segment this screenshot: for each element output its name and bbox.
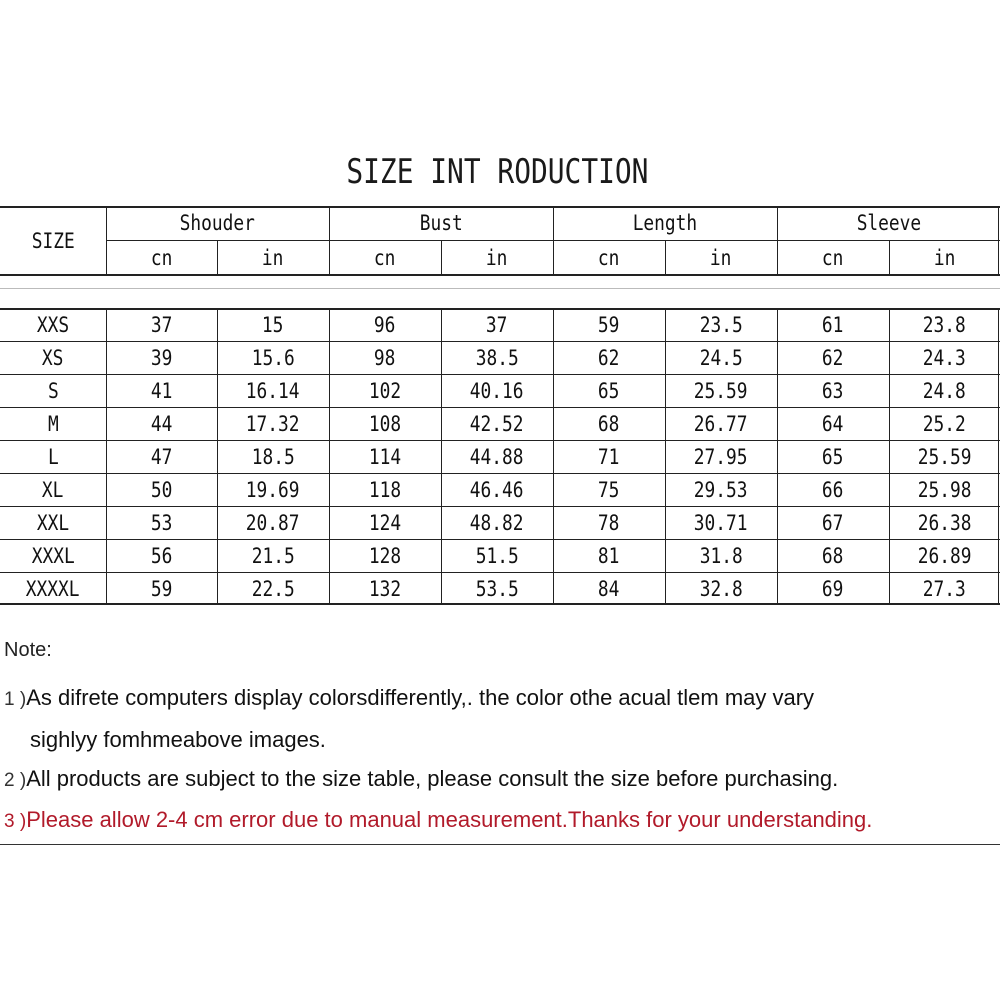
table-cell-text: 26.77 [694, 411, 748, 436]
size-label [0, 341, 106, 374]
col-divider [553, 308, 554, 605]
table-cell [553, 308, 665, 341]
table-cell [329, 440, 441, 473]
table-cell [329, 374, 441, 407]
note-2 [4, 766, 838, 792]
table-cell [106, 407, 217, 440]
table-cell [665, 572, 777, 605]
header-col-divider [217, 240, 218, 276]
table-cell-text: 32.8 [699, 576, 743, 601]
unit-header-text: cn [822, 246, 844, 270]
table-cell-text: 96 [374, 312, 396, 337]
unit-header-text: in [710, 246, 732, 270]
size-label-text: XXS [36, 312, 70, 337]
table-cell-text: 37 [150, 312, 173, 337]
size-label-text: XL [42, 477, 64, 502]
table-cell-text: 51.5 [475, 543, 519, 568]
table-cell-text: 53.5 [475, 576, 519, 601]
table-cell [665, 473, 777, 506]
table-cell-text: 44 [150, 411, 173, 436]
row-divider [0, 473, 1000, 474]
table-cell [106, 341, 217, 374]
table-cell [441, 440, 553, 473]
spacer-line [0, 288, 1000, 289]
note-3-number: 3 ) [4, 811, 27, 832]
table-cell [217, 440, 329, 473]
table-cell [889, 572, 1000, 605]
row-divider [0, 572, 1000, 573]
table-cell [889, 473, 1000, 506]
table-cell [665, 440, 777, 473]
header-col-divider [329, 206, 330, 276]
table-cell [553, 440, 665, 473]
unit-header [441, 240, 553, 276]
table-cell [665, 407, 777, 440]
table-cell-text: 68 [822, 543, 844, 568]
table-cell-text: 71 [598, 444, 620, 469]
table-cell [217, 473, 329, 506]
table-cell [329, 308, 441, 341]
row-divider [0, 374, 1000, 375]
table-cell-text: 29.53 [694, 477, 748, 502]
table-cell-text: 15 [262, 312, 284, 337]
size-label-text: XXXXL [26, 576, 80, 601]
header-col-divider [553, 206, 554, 276]
table-cell-text: 66 [822, 477, 844, 502]
row-divider [0, 341, 1000, 342]
size-label [0, 374, 106, 407]
table-cell-text: 59 [150, 576, 173, 601]
table-cell [329, 341, 441, 374]
table-cell-text: 47 [150, 444, 173, 469]
note-3-text: Please allow 2-4 cm error due to manual measurement.Thanks for your understanding. [26, 807, 873, 832]
table-cell [329, 473, 441, 506]
table-cell [217, 572, 329, 605]
table-cell-text: 26.38 [917, 510, 972, 535]
header-col-divider [106, 206, 107, 276]
unit-header [889, 240, 1000, 276]
table-cell-text: 50 [150, 477, 173, 502]
size-label-text: XXXL [31, 543, 75, 568]
table-cell-text: 84 [598, 576, 620, 601]
table-cell-text: 25.98 [917, 477, 972, 502]
group-header [777, 206, 1000, 240]
table-cell-text: 81 [598, 543, 620, 568]
col-divider [777, 308, 778, 605]
table-cell-text: 114 [368, 444, 402, 469]
table-cell-text: 46.46 [470, 477, 524, 502]
notes-title: Note: [4, 639, 52, 661]
header-col-divider [777, 206, 778, 276]
body-right-border [998, 308, 999, 605]
note-3 [4, 807, 872, 833]
table-cell-text: 24.3 [922, 345, 966, 370]
header-col-divider [665, 240, 666, 276]
table-cell [889, 341, 1000, 374]
table-cell-text: 62 [822, 345, 844, 370]
size-label [0, 440, 106, 473]
table-cell-text: 98 [374, 345, 396, 370]
size-label-text: XS [42, 345, 64, 370]
table-cell-text: 25.2 [922, 411, 966, 436]
table-cell [553, 374, 665, 407]
table-cell [777, 308, 889, 341]
table-cell [441, 572, 553, 605]
table-cell [441, 341, 553, 374]
note-1-text: As difrete computers display colorsdifferently,. the color othe acual tlem may vary [26, 685, 815, 710]
table-cell-text: 124 [368, 510, 402, 535]
size-header [0, 206, 106, 276]
note-1 [4, 685, 814, 711]
table-cell-text: 21.5 [251, 543, 295, 568]
table-cell-text: 19.69 [246, 477, 300, 502]
table-cell [553, 407, 665, 440]
col-divider [665, 308, 666, 605]
table-cell-text: 75 [598, 477, 620, 502]
table-cell [777, 539, 889, 572]
table-cell [889, 539, 1000, 572]
unit-header [553, 240, 665, 276]
note-1-continued [30, 727, 326, 753]
table-cell-text: 15.6 [251, 345, 295, 370]
header-col-divider [889, 240, 890, 276]
table-cell [777, 572, 889, 605]
col-divider [217, 308, 218, 605]
bottom-divider [0, 844, 1000, 845]
unit-header-text: cn [374, 246, 396, 270]
table-cell [329, 572, 441, 605]
table-cell [665, 506, 777, 539]
table-cell [665, 539, 777, 572]
table-cell-text: 118 [368, 477, 402, 502]
col-divider [106, 308, 107, 605]
size-label [0, 308, 106, 341]
table-cell [441, 506, 553, 539]
row-divider [0, 539, 1000, 540]
page-title: SIZE INT RODUCTION [346, 152, 649, 192]
col-divider [889, 308, 890, 605]
unit-header-text: cn [150, 246, 173, 270]
table-cell [777, 473, 889, 506]
group-header [106, 206, 329, 240]
table-cell [889, 308, 1000, 341]
table-cell [329, 407, 441, 440]
note-2-text: All products are subject to the size table, please consult the size before purchasing. [26, 766, 839, 791]
table-cell [665, 308, 777, 341]
table-cell-text: 68 [598, 411, 620, 436]
table-cell-text: 23.5 [699, 312, 743, 337]
table-cell-text: 108 [368, 411, 402, 436]
table-cell [553, 506, 665, 539]
group-header-text: Sleeve [856, 211, 921, 235]
size-label-text: M [47, 411, 59, 436]
table-cell [106, 539, 217, 572]
table-cell [106, 473, 217, 506]
table-cell [441, 308, 553, 341]
table-cell-text: 24.8 [922, 378, 966, 403]
table-cell [106, 374, 217, 407]
table-cell [889, 374, 1000, 407]
table-cell [553, 473, 665, 506]
note-1-text-continued: sighlyy fomhmeabove images. [30, 727, 326, 752]
table-cell-text: 102 [368, 378, 402, 403]
table-cell-text: 56 [150, 543, 173, 568]
row-divider [0, 440, 1000, 441]
group-header-text: Bust [419, 211, 463, 235]
table-cell-text: 25.59 [694, 378, 748, 403]
table-cell-text: 20.87 [246, 510, 300, 535]
table-cell-text: 42.52 [470, 411, 524, 436]
table-cell [889, 407, 1000, 440]
table-cell-text: 27.3 [922, 576, 966, 601]
table-cell [777, 506, 889, 539]
table-cell-text: 18.5 [251, 444, 295, 469]
header-col-divider [441, 240, 442, 276]
table-cell-text: 31.8 [699, 543, 743, 568]
table-cell [217, 539, 329, 572]
size-label [0, 407, 106, 440]
table-cell [106, 572, 217, 605]
table-cell-text: 27.95 [694, 444, 748, 469]
table-cell-text: 65 [822, 444, 844, 469]
table-cell [106, 506, 217, 539]
col-divider [441, 308, 442, 605]
table-cell-text: 69 [822, 576, 844, 601]
table-cell [553, 341, 665, 374]
size-label [0, 473, 106, 506]
unit-header-text: in [933, 246, 956, 270]
size-label [0, 506, 106, 539]
table-cell-text: 132 [368, 576, 402, 601]
size-label-text: L [47, 444, 59, 469]
table-cell-text: 41 [150, 378, 173, 403]
unit-header [106, 240, 217, 276]
group-header [553, 206, 777, 240]
table-cell [553, 539, 665, 572]
table-cell-text: 78 [598, 510, 620, 535]
size-label [0, 572, 106, 605]
table-cell-text: 59 [598, 312, 620, 337]
table-cell-text: 38.5 [475, 345, 519, 370]
unit-header-text: cn [598, 246, 620, 270]
table-cell-text: 63 [822, 378, 844, 403]
unit-header-text: in [262, 246, 284, 270]
row-divider [0, 407, 1000, 408]
note-1-number: 1 ) [4, 689, 27, 710]
table-cell-text: 128 [368, 543, 402, 568]
unit-header-text: in [486, 246, 508, 270]
group-header-text: Shouder [179, 211, 256, 235]
table-cell [553, 572, 665, 605]
table-cell-text: 53 [150, 510, 173, 535]
table-cell-text: 23.8 [922, 312, 966, 337]
size-label-text: XXL [36, 510, 70, 535]
table-cell [106, 440, 217, 473]
note-2-number: 2 ) [4, 770, 27, 791]
table-cell-text: 64 [822, 411, 844, 436]
size-label [0, 539, 106, 572]
table-cell [329, 506, 441, 539]
table-cell-text: 44.88 [470, 444, 524, 469]
table-cell [665, 374, 777, 407]
table-cell [441, 374, 553, 407]
unit-header [665, 240, 777, 276]
table-cell [106, 308, 217, 341]
table-cell-text: 16.14 [246, 378, 300, 403]
table-cell-text: 40.16 [470, 378, 524, 403]
table-cell [217, 506, 329, 539]
table-cell [777, 341, 889, 374]
table-cell [217, 407, 329, 440]
table-cell [441, 539, 553, 572]
table-cell-text: 48.82 [470, 510, 524, 535]
table-cell-text: 30.71 [694, 510, 748, 535]
table-cell-text: 62 [598, 345, 620, 370]
unit-header [329, 240, 441, 276]
table-cell-text: 61 [822, 312, 844, 337]
size-header-text: SIZE [31, 229, 75, 253]
table-cell-text: 65 [598, 378, 620, 403]
table-cell [665, 341, 777, 374]
table-cell [329, 539, 441, 572]
col-divider [329, 308, 330, 605]
table-cell [217, 308, 329, 341]
table-cell [217, 341, 329, 374]
size-label-text: S [47, 378, 59, 403]
table-cell [777, 374, 889, 407]
table-cell-text: 25.59 [917, 444, 972, 469]
table-cell-text: 22.5 [251, 576, 295, 601]
table-cell [441, 473, 553, 506]
unit-header [777, 240, 889, 276]
group-header-text: Length [632, 211, 698, 235]
table-cell [217, 374, 329, 407]
table-cell-text: 24.5 [699, 345, 743, 370]
header-right-border [998, 206, 999, 276]
table-cell [777, 407, 889, 440]
row-divider [0, 506, 1000, 507]
table-cell-text: 67 [822, 510, 844, 535]
table-cell [889, 440, 1000, 473]
table-cell [889, 506, 1000, 539]
table-cell-text: 39 [150, 345, 173, 370]
table-cell [777, 440, 889, 473]
group-header [329, 206, 553, 240]
table-cell-text: 37 [486, 312, 508, 337]
unit-header [217, 240, 329, 276]
table-cell [441, 407, 553, 440]
table-cell-text: 26.89 [917, 543, 972, 568]
table-cell-text: 17.32 [246, 411, 300, 436]
